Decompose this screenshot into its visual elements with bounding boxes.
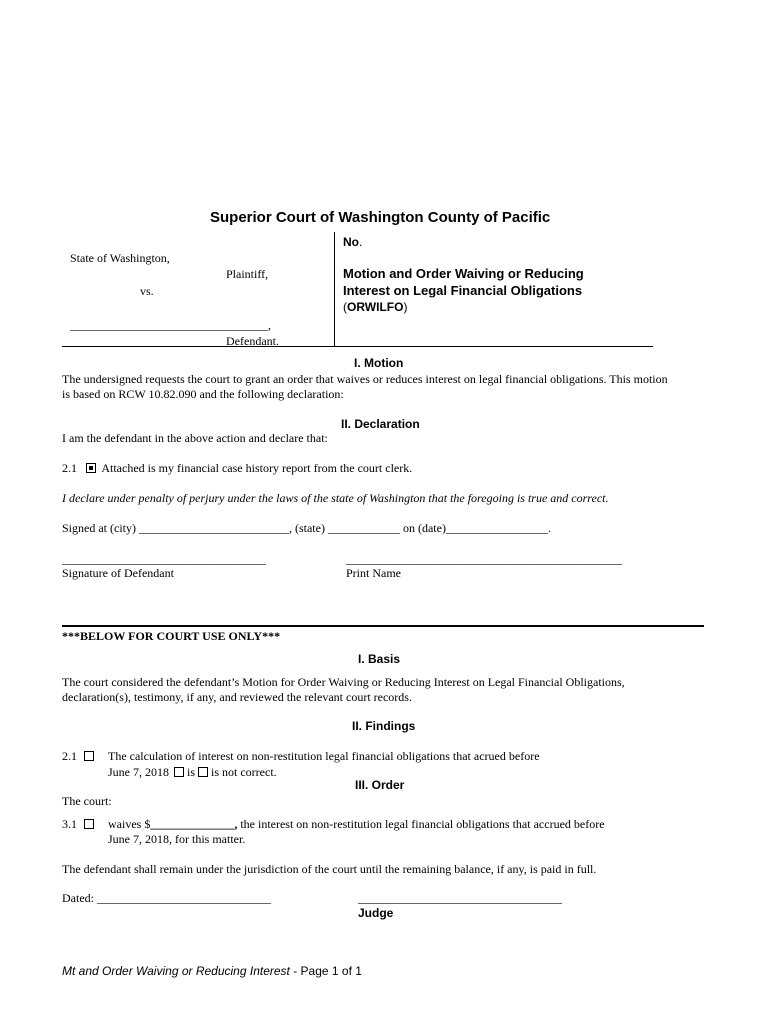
case-no-text: No	[343, 235, 359, 249]
finding-text-line2	[108, 765, 277, 780]
declaration-item-text: Attached is my financial case history report from the court clerk.	[101, 461, 413, 475]
plaintiff-label: Plaintiff,	[226, 267, 269, 281]
declaration-item	[62, 461, 412, 476]
page-footer	[62, 964, 362, 979]
attached-report-checkbox[interactable]	[86, 463, 96, 473]
plaintiff-name: State of Washington,	[70, 251, 170, 265]
case-number-label	[343, 235, 362, 250]
document-code	[343, 300, 407, 315]
finding-is-checkbox[interactable]	[174, 767, 184, 777]
order-text-rest: the interest on non-restitution legal financial obligations that accrued before	[237, 817, 605, 831]
order-heading: III. Order	[355, 778, 405, 792]
finding-is-not-checkbox[interactable]	[198, 767, 208, 777]
court-use-divider	[62, 625, 704, 627]
findings-heading: II. Findings	[352, 719, 416, 733]
versus-label: vs.	[140, 284, 154, 298]
declaration-heading: II. Declaration	[341, 417, 420, 431]
caption-bottom-line	[62, 346, 653, 347]
order-intro: The court:	[62, 794, 112, 808]
caption-divider-vertical	[334, 232, 335, 346]
doc-code-text: ORWILFO	[347, 300, 404, 314]
jurisdiction-statement: The defendant shall remain under the jurisdiction of the court until the remaining balance, if any, is paid in full.	[62, 862, 597, 876]
waive-amount-field[interactable]: ______________,	[150, 817, 238, 831]
motion-text-line1: The undersigned requests the court to grant an order that waives or reduces interest on legal financial obligations. This motion	[62, 372, 668, 386]
declaration-item-number: 2.1	[62, 461, 77, 475]
basis-heading: I. Basis	[358, 652, 401, 666]
defendant-signature-field[interactable]: __________________________________	[62, 552, 266, 566]
dated-field[interactable]: Dated: _____________________________	[62, 891, 271, 905]
doc-code-open: (	[343, 300, 347, 314]
defendant-label: Defendant.	[226, 334, 279, 348]
footer-title: Mt and Order Waiving or Reducing Interest	[62, 964, 290, 978]
finding-is-not-label: is not correct.	[211, 765, 277, 779]
order-text-line1	[108, 817, 605, 832]
judge-signature-field[interactable]: __________________________________	[358, 891, 562, 905]
case-no-dot: .	[359, 235, 363, 249]
footer-page: - Page 1 of 1	[289, 964, 362, 978]
document-title-line2: Interest on Legal Financial Obligations	[343, 283, 583, 298]
basis-text-line2: declaration(s), testimony, if any, and reviewed the relevant court records.	[62, 690, 412, 704]
print-name-label: Print Name	[346, 566, 401, 580]
order-text-line2: June 7, 2018, for this matter.	[108, 832, 246, 846]
finding-text-line1: The calculation of interest on non-restitution legal financial obligations that acrued before	[108, 749, 540, 763]
finding-number: 2.1	[62, 749, 77, 763]
perjury-statement: I declare under penalty of perjury under the laws of the state of Washington that the foregoing is true and correct.	[62, 491, 609, 505]
finding-checkbox[interactable]	[84, 751, 94, 761]
judge-label: Judge	[358, 906, 394, 920]
doc-code-close: )	[403, 300, 408, 314]
order-waive-checkbox[interactable]	[84, 819, 94, 829]
basis-text-line1: The court considered the defendant’s Motion for Order Waiving or Reducing Interest on Legal Financial Obligations,	[62, 675, 625, 689]
finding-date: June 7, 2018	[108, 765, 169, 779]
motion-heading: I. Motion	[354, 356, 404, 370]
defendant-name-field[interactable]: _________________________________,	[70, 318, 271, 332]
declaration-intro: I am the defendant in the above action and declare that:	[62, 431, 328, 445]
print-name-field[interactable]: ______________________________________________	[346, 552, 622, 566]
finding-is-label: is	[187, 765, 196, 779]
court-use-banner: ***BELOW FOR COURT USE ONLY***	[62, 629, 281, 643]
order-waives-label: waives $	[108, 817, 151, 831]
court-title: Superior Court of Washington County of Pacific	[210, 209, 551, 226]
motion-text-line2: is based on RCW 10.82.090 and the following declaration:	[62, 387, 344, 401]
signed-at-line[interactable]: Signed at (city) _________________________, (state) ____________ on (date)_________________.	[62, 521, 551, 535]
order-number: 3.1	[62, 817, 77, 831]
document-title-line1: Motion and Order Waiving or Reducing	[343, 266, 584, 281]
signature-label: Signature of Defendant	[62, 566, 174, 580]
